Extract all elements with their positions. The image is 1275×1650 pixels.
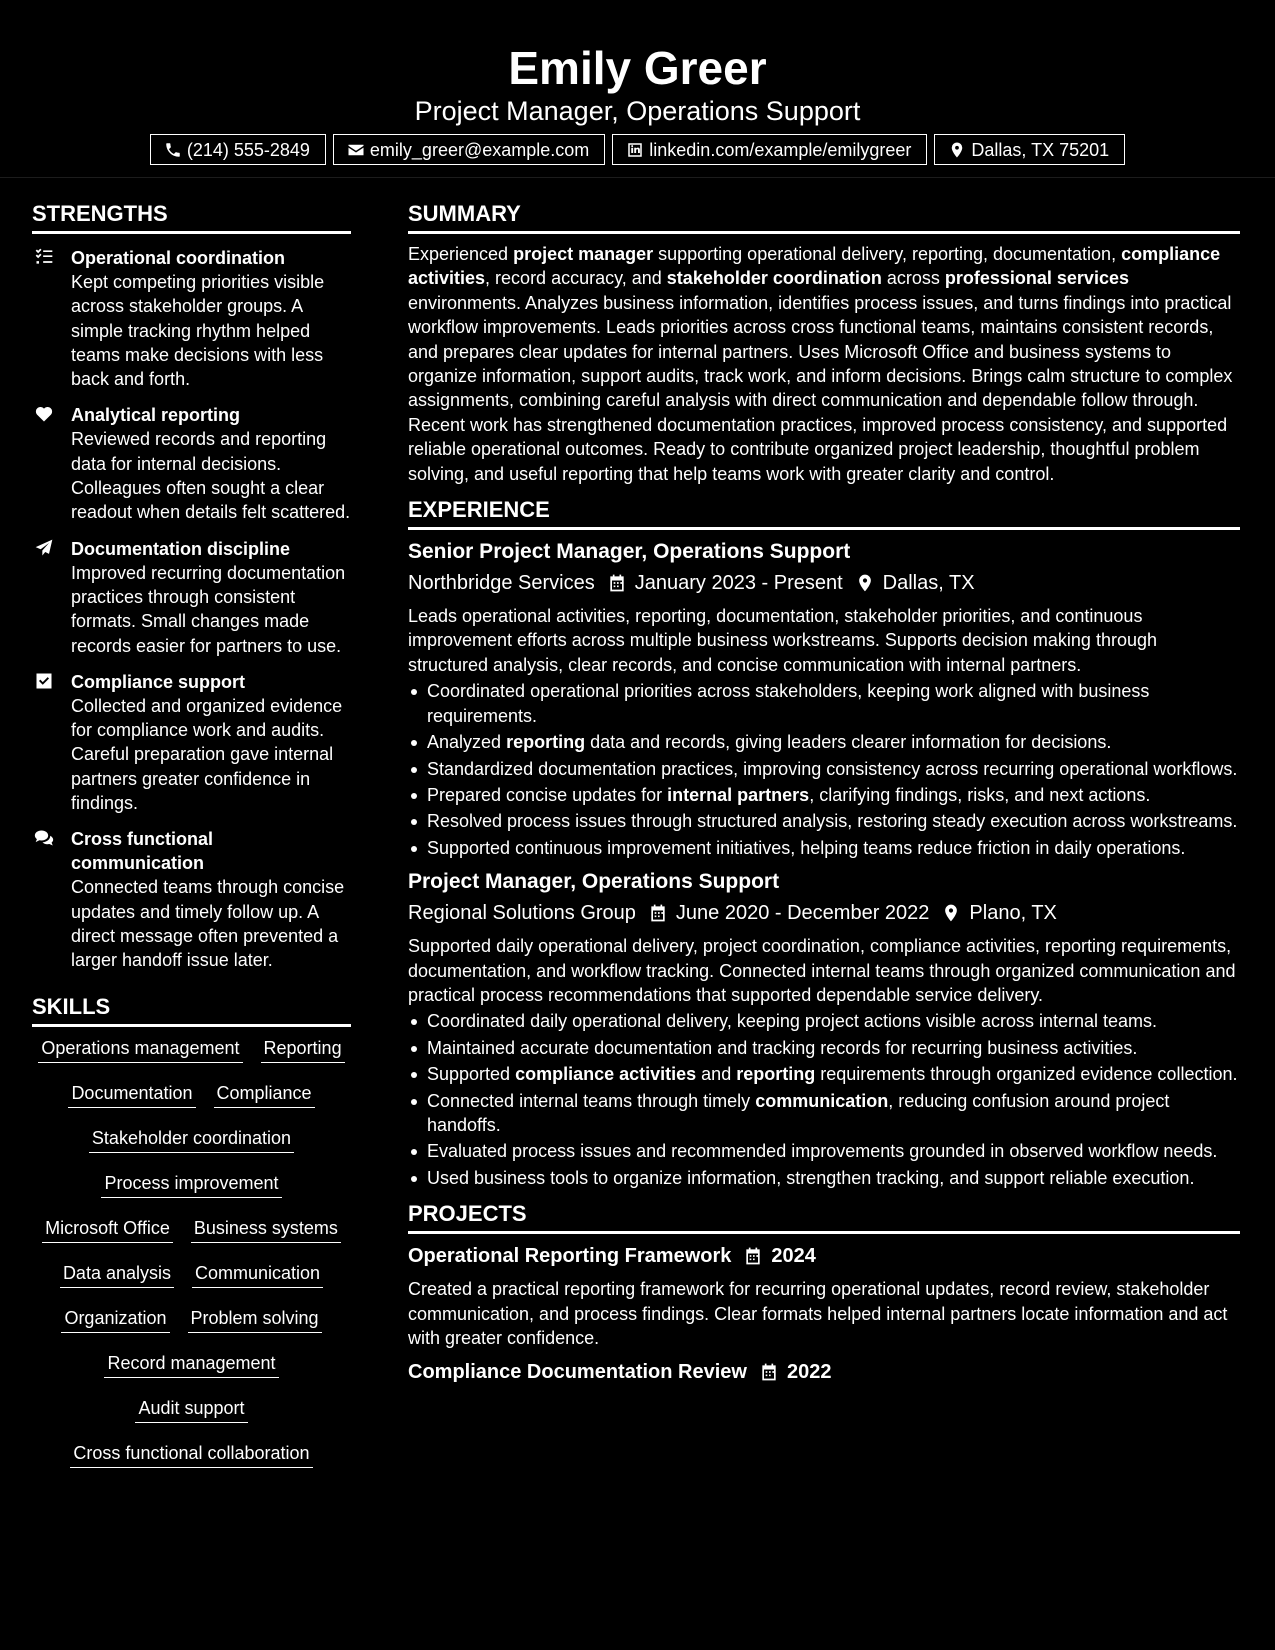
strength-description: Kept competing priorities visible across stakeholder groups. A simple tracking rhythm helped teams make decisions with less back and forth. bbox=[71, 272, 325, 390]
bullet-item: Used business tools to organize information, strengthen tracking, and support reliable execution. bbox=[408, 1166, 1240, 1190]
skill-tag: Organization bbox=[61, 1307, 169, 1333]
phone-text: (214) 555-2849 bbox=[186, 139, 310, 160]
skill-row bbox=[32, 1082, 351, 1127]
job-entry bbox=[408, 539, 1240, 860]
strength-title: Operational coordination bbox=[71, 248, 286, 268]
skill-tag: Compliance bbox=[214, 1082, 315, 1108]
project-title: Operational Reporting Framework bbox=[408, 1245, 732, 1268]
project-entry bbox=[408, 1359, 1240, 1385]
strengths-heading: STRENGTHS bbox=[32, 200, 351, 234]
skill-row bbox=[32, 1172, 351, 1217]
list-check-icon bbox=[34, 247, 54, 267]
job-bullets bbox=[408, 1009, 1240, 1190]
contact-location bbox=[934, 134, 1125, 165]
job-dates: June 2020 - December 2022 bbox=[675, 902, 930, 925]
emphasis-text: compliance activities bbox=[408, 244, 1221, 289]
strength-description: Improved recurring documentation practices through consistent formats. Small changes made records easier for partners to use. bbox=[71, 562, 346, 656]
calendar-icon bbox=[743, 1246, 763, 1266]
linkedin-icon bbox=[626, 141, 644, 159]
candidate-name: Emily Greer bbox=[508, 42, 767, 94]
skill-tag: Data analysis bbox=[60, 1262, 174, 1288]
strength-item bbox=[32, 403, 351, 524]
emphasis-text: reporting bbox=[736, 1064, 816, 1085]
emphasis-text: reporting bbox=[506, 732, 586, 753]
map-pin-icon bbox=[941, 903, 961, 923]
bullet-item: Coordinated operational priorities across stakeholders, keeping work aligned with business requirements. bbox=[408, 679, 1240, 728]
strength-item bbox=[32, 827, 351, 972]
job-meta bbox=[408, 570, 1240, 596]
strength-description: Connected teams through concise updates and timely follow up. A direct message often prevented a larger handoff issue later. bbox=[71, 877, 345, 971]
strength-title: Documentation discipline bbox=[71, 538, 291, 559]
bullet-item: Prepared concise updates for internal partners, clarifying findings, risks, and next actions. bbox=[408, 783, 1240, 807]
skill-tag: Process improvement bbox=[101, 1172, 281, 1198]
bullet-item: Maintained accurate documentation and tracking records for recurring business activities. bbox=[408, 1036, 1240, 1060]
check-square-icon bbox=[34, 671, 54, 691]
location-text: Dallas, TX 75201 bbox=[971, 139, 1110, 160]
skills-list bbox=[32, 1037, 351, 1487]
contact-bar bbox=[0, 134, 1275, 165]
paper-plane-icon bbox=[34, 538, 54, 558]
skill-tag: Microsoft Office bbox=[42, 1217, 173, 1243]
contact-phone[interactable] bbox=[150, 134, 326, 165]
envelope-icon bbox=[347, 141, 365, 159]
heart-icon bbox=[34, 404, 54, 424]
project-description: Created a practical reporting framework for recurring operational updates, record review, stakeholder communication, and process findings. Clear formats helped internal partners locate information and act with greater confidence. bbox=[408, 1279, 1228, 1348]
skill-tag: Record management bbox=[104, 1352, 278, 1378]
job-description: Leads operational activities, reporting, documentation, stakeholder priorities, and continuous improvement efforts across multiple business workstreams. Supports decision making through structured analysis, clear records, and concise communication with internal partners. bbox=[408, 606, 1157, 675]
bullet-item: Supported compliance activities and reporting requirements through organized evidence collection. bbox=[408, 1062, 1240, 1086]
skill-tag: Business systems bbox=[191, 1217, 341, 1243]
skill-row bbox=[32, 1352, 351, 1397]
strength-title: Compliance support bbox=[71, 671, 246, 692]
emphasis-text: stakeholder coordination bbox=[666, 268, 882, 289]
map-pin-icon bbox=[855, 573, 875, 593]
candidate-title: Project Manager, Operations Support bbox=[414, 96, 861, 126]
calendar-icon bbox=[607, 573, 627, 593]
job-entry bbox=[408, 869, 1240, 1190]
strength-description: Reviewed records and reporting data for internal decisions. Colleagues often sought a clear readout when details felt scattered. bbox=[71, 429, 351, 523]
bullet-item: Resolved process issues through structured analysis, restoring steady execution across workstreams. bbox=[408, 809, 1240, 833]
strength-title: Analytical reporting bbox=[71, 405, 241, 426]
skill-row bbox=[32, 1397, 351, 1442]
emphasis-text: professional services bbox=[944, 268, 1129, 289]
skill-tag: Communication bbox=[192, 1262, 323, 1288]
skill-tag: Audit support bbox=[135, 1397, 247, 1423]
skill-tag: Problem solving bbox=[188, 1307, 322, 1333]
skill-row bbox=[32, 1217, 351, 1262]
job-meta bbox=[408, 900, 1240, 926]
contact-linkedin[interactable] bbox=[612, 134, 927, 165]
skill-row bbox=[32, 1262, 351, 1307]
skill-tag: Cross functional collaboration bbox=[70, 1442, 312, 1468]
bullet-item: Connected internal teams through timely communication, reducing confusion around project handoffs. bbox=[408, 1089, 1240, 1138]
emphasis-text: compliance activities bbox=[515, 1064, 697, 1085]
skill-row bbox=[32, 1127, 351, 1172]
phone-icon bbox=[164, 141, 182, 159]
project-title: Compliance Documentation Review bbox=[408, 1361, 747, 1384]
job-dates: January 2023 - Present bbox=[634, 572, 843, 595]
bullet-item: Coordinated daily operational delivery, keeping project actions visible across internal teams. bbox=[408, 1009, 1240, 1033]
skill-row bbox=[32, 1307, 351, 1352]
job-bullets bbox=[408, 679, 1240, 860]
skill-tag: Documentation bbox=[68, 1082, 195, 1108]
comments-icon bbox=[34, 828, 54, 848]
job-title: Senior Project Manager, Operations Support bbox=[408, 540, 851, 564]
linkedin-text: linkedin.com/example/emilygreer bbox=[649, 139, 912, 160]
left-column bbox=[32, 200, 351, 1487]
skills-heading: SKILLS bbox=[32, 993, 351, 1027]
strength-item bbox=[32, 670, 351, 815]
emphasis-text: project manager bbox=[513, 244, 654, 264]
strength-item bbox=[32, 537, 351, 658]
resume-header bbox=[0, 0, 1275, 178]
map-pin-icon bbox=[948, 141, 966, 159]
job-title: Project Manager, Operations Support bbox=[408, 870, 780, 894]
project-header bbox=[408, 1243, 1240, 1269]
job-description: Supported daily operational delivery, project coordination, compliance activities, reporting requirements, documentation, and workflow tracking. Connected internal teams through organized communication and practical process recommendations that supported dependable service delivery. bbox=[408, 936, 1236, 1005]
job-location: Plano, TX bbox=[969, 902, 1057, 925]
skill-tag: Stakeholder coordination bbox=[89, 1127, 294, 1153]
calendar-icon bbox=[648, 903, 668, 923]
skill-tag: Operations management bbox=[38, 1037, 242, 1063]
skill-row bbox=[32, 1037, 351, 1082]
strength-description: Collected and organized evidence for compliance work and audits. Careful preparation gave internal partners greater confidence in findings. bbox=[71, 695, 343, 814]
right-column bbox=[408, 200, 1240, 1385]
summary-text: Experienced project manager supporting operational delivery, reporting, documentation, compliance activities, record accuracy, and stakeholder coordination across professional services environments. Analyzes business information, identifies process issues, and turns findings into practical workflow improvements. Leads priorities across cross functional teams, maintains consistent records, and prepares clear updates for internal partners. Uses Microsoft Office and business systems to organize information, support audits, track work, and inform decisions. Brings calm structure to complex assignments, combining careful analysis with direct communication and dependable follow through. Recent work has strengthened documentation practices, improved process consistency, and supported reliable operational outcomes. Ready to contribute organized project leadership, thoughtful problem solving, and useful reporting that help teams work with greater clarity and control. bbox=[408, 244, 1233, 484]
emphasis-text: internal partners bbox=[667, 784, 810, 805]
experience-heading: EXPERIENCE bbox=[408, 496, 1240, 530]
project-year: 2022 bbox=[786, 1361, 832, 1384]
contact-email[interactable] bbox=[333, 134, 605, 165]
bullet-item: Analyzed reporting data and records, giving leaders clearer information for decisions. bbox=[408, 730, 1240, 754]
calendar-icon bbox=[759, 1362, 779, 1382]
strength-item bbox=[32, 246, 351, 391]
bullet-item: Evaluated process issues and recommended improvements grounded in observed workflow needs. bbox=[408, 1139, 1240, 1163]
skill-row bbox=[32, 1442, 351, 1487]
project-year: 2024 bbox=[771, 1245, 816, 1268]
job-company: Regional Solutions Group bbox=[408, 902, 636, 925]
project-entry bbox=[408, 1243, 1240, 1350]
projects-heading: PROJECTS bbox=[408, 1200, 1240, 1234]
job-location: Dallas, TX bbox=[882, 572, 975, 595]
bullet-item: Standardized documentation practices, improving consistency across recurring operational workflows. bbox=[408, 757, 1240, 781]
skill-tag: Reporting bbox=[261, 1037, 345, 1063]
emphasis-text: communication bbox=[755, 1090, 889, 1111]
project-header bbox=[408, 1359, 1240, 1385]
bullet-item: Supported continuous improvement initiatives, helping teams reduce friction in daily operations. bbox=[408, 836, 1240, 860]
strength-title: Cross functional communication bbox=[71, 829, 214, 874]
email-text: emily_greer@example.com bbox=[369, 139, 590, 160]
job-company: Northbridge Services bbox=[408, 572, 595, 595]
summary-heading: SUMMARY bbox=[408, 200, 1240, 234]
